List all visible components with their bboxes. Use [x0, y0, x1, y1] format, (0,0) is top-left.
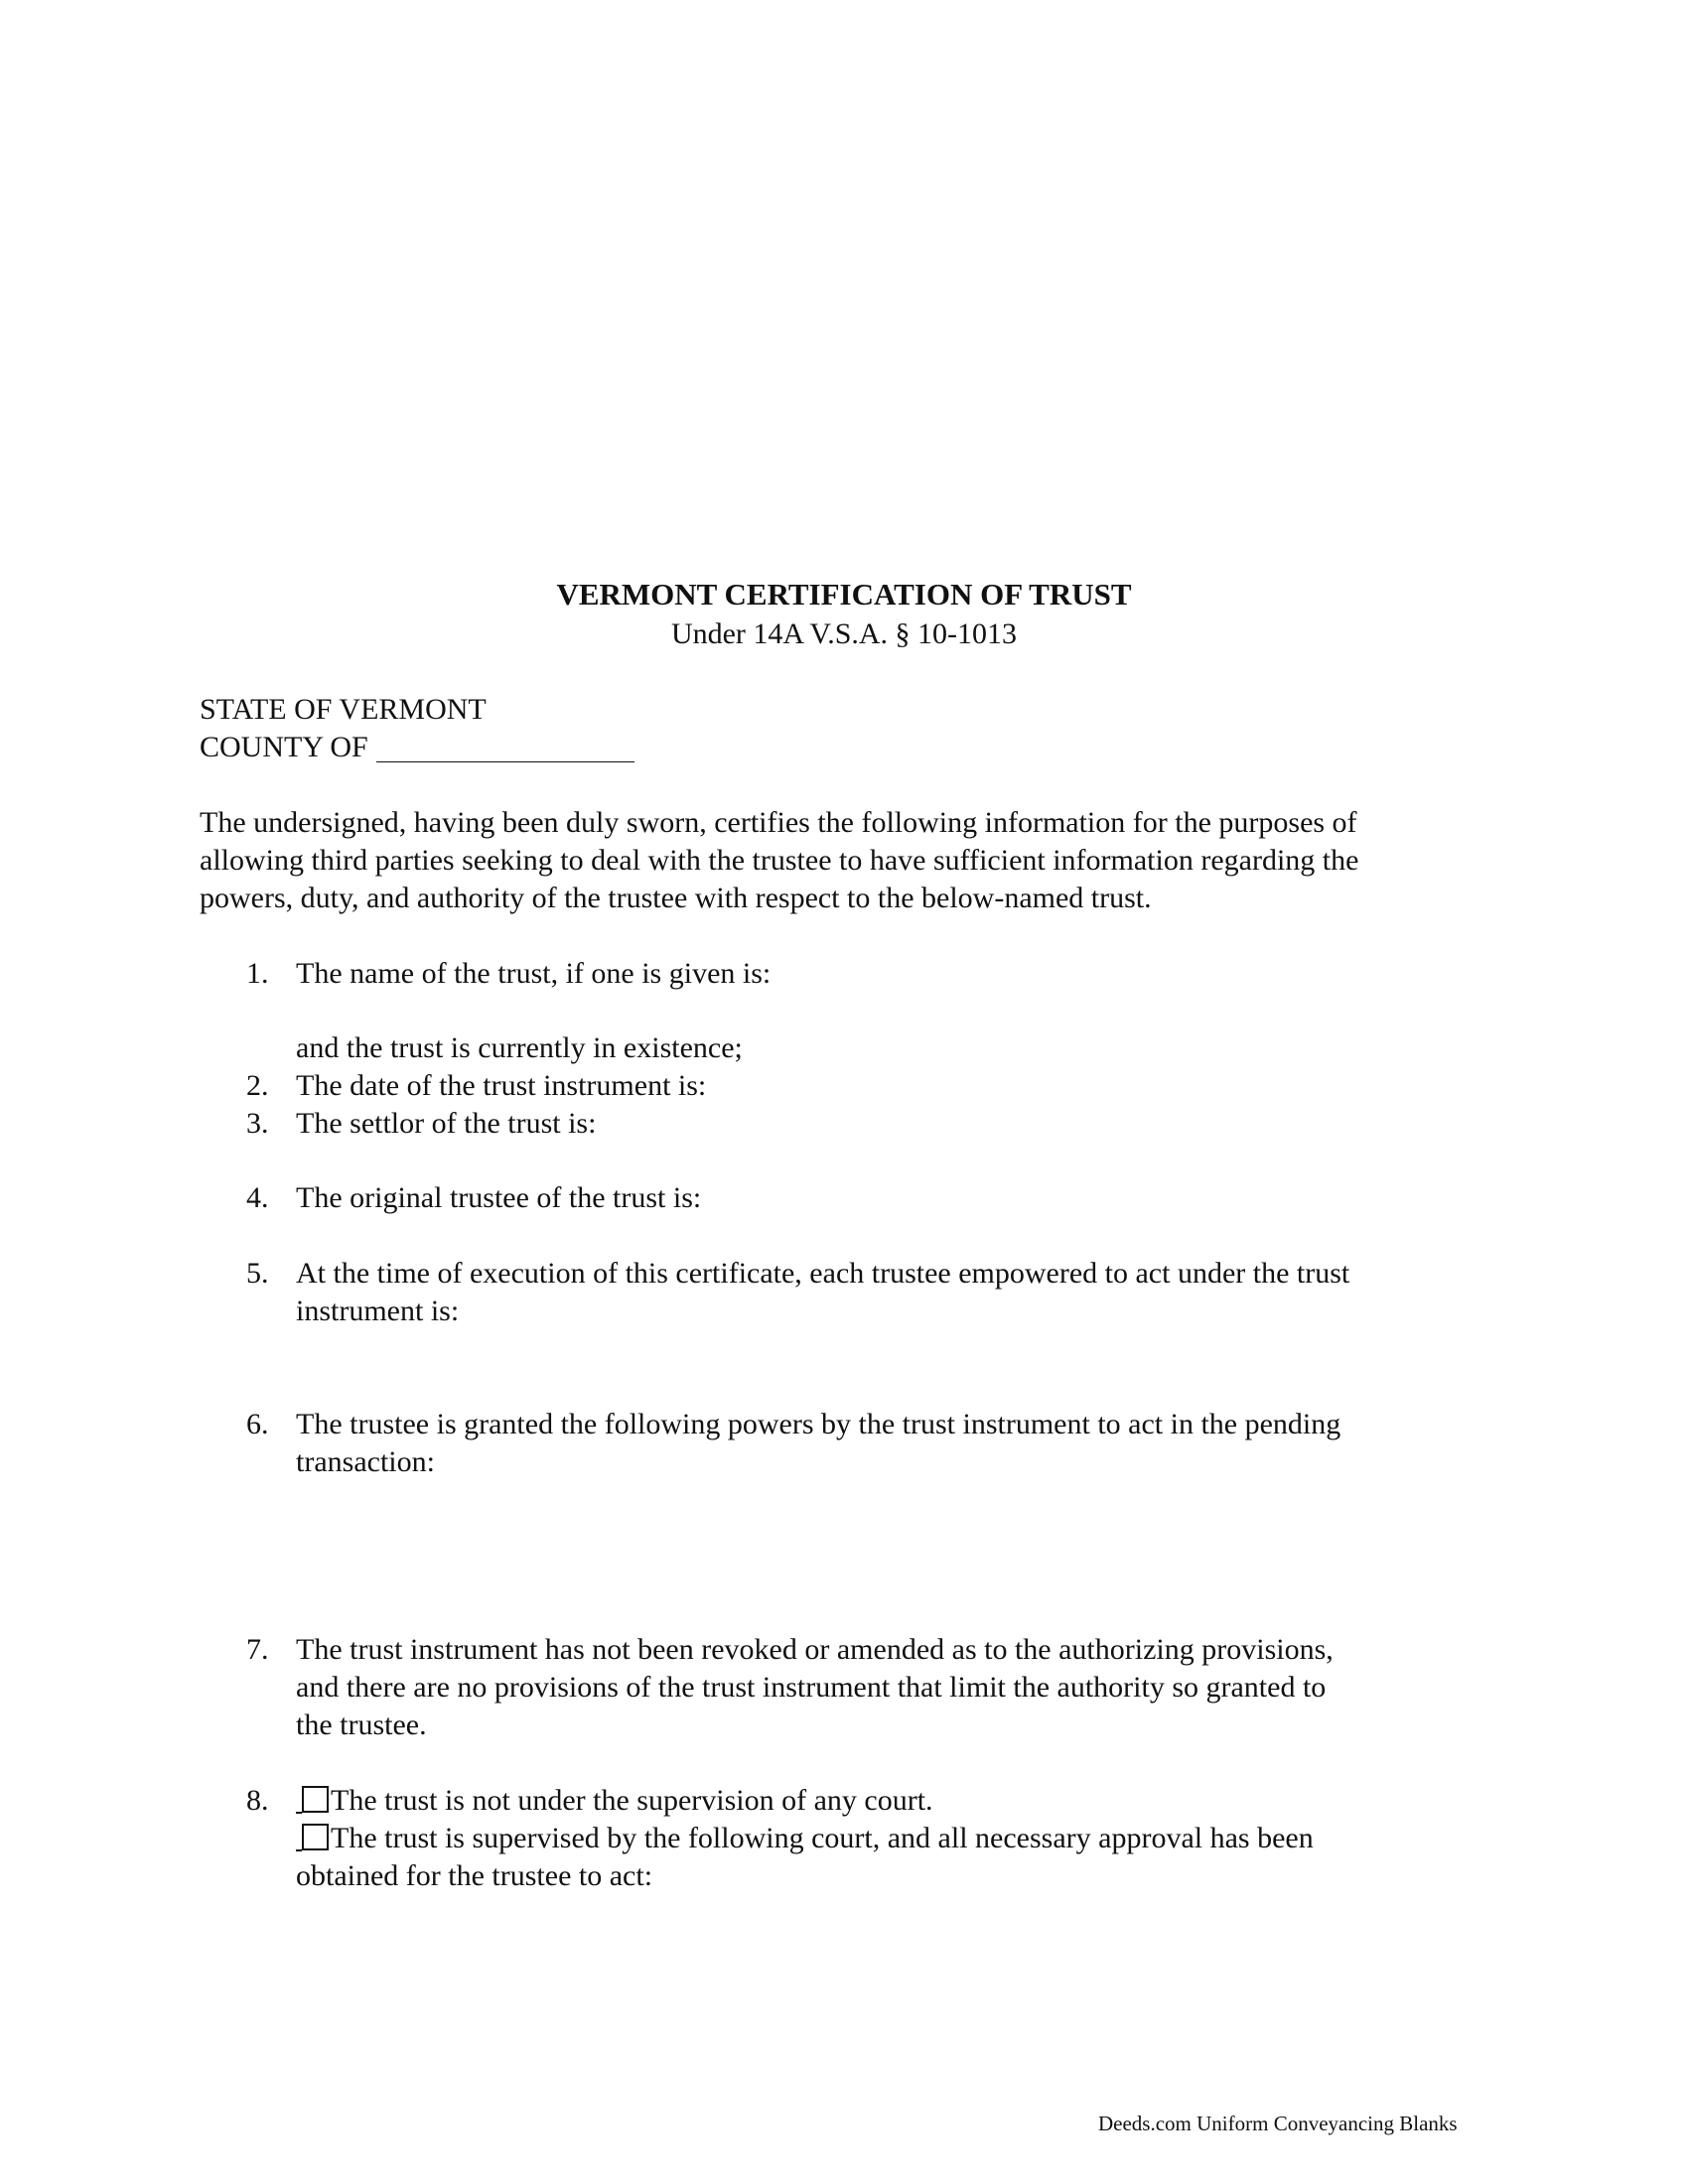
county-blank[interactable] — [376, 732, 634, 762]
item-text: The trustee is granted the following powers by the trust instrument to act in the pending — [296, 1408, 1341, 1440]
item-6-line-2: transaction: — [296, 1445, 435, 1478]
item-number: 7. — [246, 1633, 269, 1666]
item-number: 8. — [246, 1784, 269, 1817]
item-text: The original trustee of the trust is: — [296, 1181, 702, 1214]
document-title: VERMONT CERTIFICATION OF TRUST — [556, 577, 1132, 612]
option-supervised — [296, 1820, 1527, 1857]
item-text: At the time of execution of this certificate, each trustee empowered to act under the trust — [296, 1257, 1350, 1290]
item-5-line-2: instrument is: — [296, 1295, 460, 1327]
item-text: The settlor of the trust is: — [296, 1107, 597, 1140]
intro-line-1: The undersigned, having been duly sworn, certifies the following information for the purposes of — [200, 806, 1357, 839]
checkbox-not-supervised[interactable] — [302, 1786, 329, 1813]
option-supervised-line-2: obtained for the trustee to act: — [296, 1859, 653, 1892]
intro-line-3: powers, duty, and authority of the trustee with respect to the below-named trust. — [200, 882, 1152, 914]
item-number: 6. — [246, 1408, 269, 1440]
county-label: COUNTY OF — [200, 731, 368, 763]
item-text: The name of the trust, if one is given is: — [296, 957, 772, 990]
option-text: The trust is not under the supervision of any court. — [331, 1784, 933, 1817]
footer-text: Deeds.com Uniform Conveyancing Blanks — [1098, 2112, 1458, 2135]
item-number: 1. — [246, 957, 269, 990]
intro-line-2: allowing third parties seeking to deal with the trustee to have sufficient information regarding the — [200, 844, 1359, 877]
item-1-continuation: and the trust is currently in existence; — [296, 1031, 743, 1064]
document-subtitle: Under 14A V.S.A. § 10-1013 — [670, 617, 1018, 650]
item-text: The trust instrument has not been revoked or amended as to the authorizing provisions, — [296, 1633, 1334, 1666]
item-7-line-2: and there are no provisions of the trust instrument that limit the authority so granted to — [296, 1671, 1327, 1704]
item-number: 4. — [246, 1181, 269, 1214]
item-7-line-3: the trustee. — [296, 1708, 427, 1741]
item-number: 5. — [246, 1257, 269, 1290]
item-number: 2. — [246, 1069, 269, 1102]
item-text: The date of the trust instrument is: — [296, 1069, 707, 1102]
item-number: 3. — [246, 1107, 269, 1140]
option-not-supervised — [296, 1782, 1527, 1820]
checkbox-supervised[interactable] — [302, 1824, 329, 1850]
state-line: STATE OF VERMONT — [200, 693, 487, 726]
county-line — [200, 729, 634, 766]
option-text: The trust is supervised by the following court, and all necessary approval has been — [331, 1822, 1314, 1854]
